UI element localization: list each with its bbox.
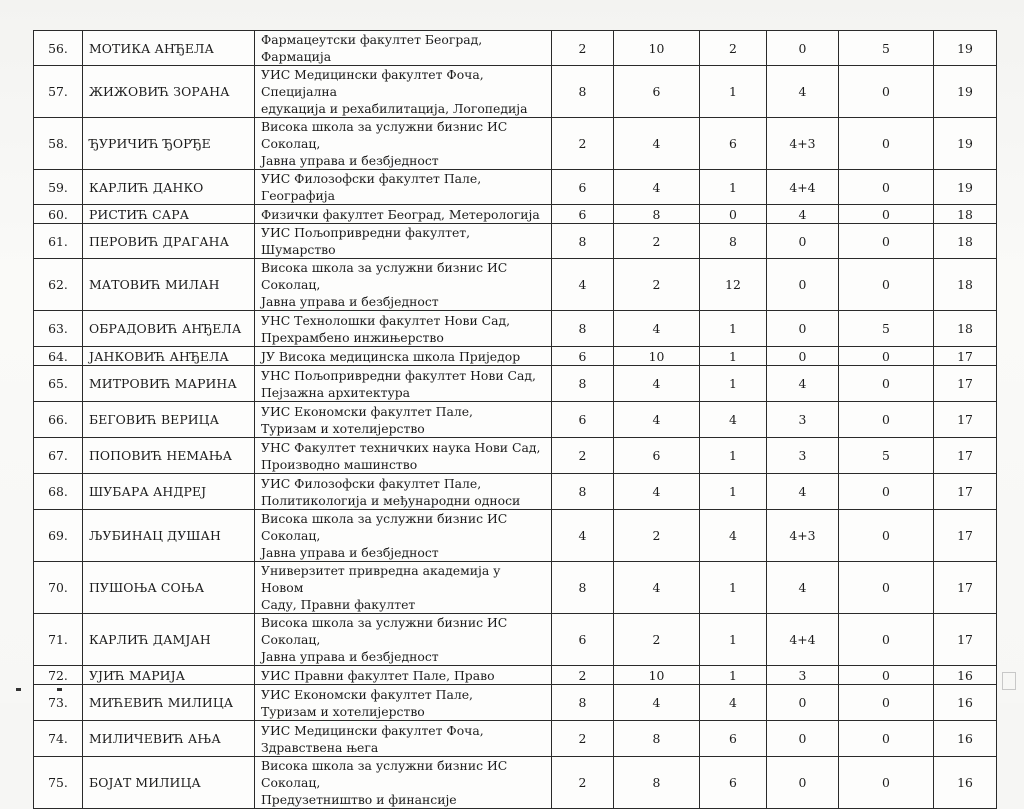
table-row <box>34 224 997 259</box>
total-score: 18 <box>934 259 997 311</box>
institution <box>255 118 552 170</box>
institution-line: УИС Филозофски факултет Пале, Географија <box>261 171 482 203</box>
score-1: 8 <box>552 366 614 402</box>
score-4: 4+4 <box>767 614 839 666</box>
row-number: 57. <box>34 66 83 118</box>
student-name: ПОПОВИЋ НЕМАЊА <box>83 438 255 474</box>
institution-line: УНС Факултет техничких наука Нови Сад, <box>261 439 541 455</box>
score-4: 4 <box>767 474 839 510</box>
row-number: 69. <box>34 510 83 562</box>
score-2: 8 <box>614 721 700 757</box>
score-4: 0 <box>767 259 839 311</box>
row-number: 60. <box>34 205 83 224</box>
table-row <box>34 402 997 438</box>
score-3: 12 <box>700 259 767 311</box>
score-2: 10 <box>614 347 700 366</box>
total-score: 19 <box>934 31 997 66</box>
institution-line: УИС Економски факултет Пале, <box>261 686 473 702</box>
institution <box>255 562 552 614</box>
score-5: 0 <box>839 224 934 259</box>
table-row <box>34 666 997 685</box>
student-name: МИЛИЧЕВИЋ АЊА <box>83 721 255 757</box>
score-4: 0 <box>767 31 839 66</box>
score-3: 1 <box>700 562 767 614</box>
score-4: 4+3 <box>767 510 839 562</box>
row-number: 68. <box>34 474 83 510</box>
total-score: 18 <box>934 205 997 224</box>
score-3: 0 <box>700 205 767 224</box>
total-score: 17 <box>934 402 997 438</box>
institution <box>255 666 552 685</box>
total-score: 17 <box>934 562 997 614</box>
total-score: 17 <box>934 347 997 366</box>
institution-line: Универзитет привредна академија у Новом <box>261 563 501 595</box>
institution-line: Јавна управа и безбједност <box>261 294 439 309</box>
score-5: 0 <box>839 347 934 366</box>
score-5: 0 <box>839 685 934 721</box>
score-1: 8 <box>552 685 614 721</box>
institution-line: Производно машинство <box>261 456 418 472</box>
row-number: 64. <box>34 347 83 366</box>
score-4: 0 <box>767 347 839 366</box>
row-number: 73. <box>34 685 83 721</box>
score-2: 4 <box>614 402 700 438</box>
score-3: 1 <box>700 66 767 118</box>
row-number: 65. <box>34 366 83 402</box>
score-1: 4 <box>552 259 614 311</box>
score-1: 2 <box>552 666 614 685</box>
institution-line: Висока школа за услужни бизнис ИС Соколац, <box>261 119 508 151</box>
institution-line: УИС Пољопривредни факултет, Шумарство <box>261 225 471 257</box>
institution-line: УНС Пољопривредни факултет Нови Сад, <box>261 367 536 383</box>
score-1: 2 <box>552 721 614 757</box>
institution-line: Физички факултет Београд, Метерологија <box>261 206 540 222</box>
institution <box>255 259 552 311</box>
score-1: 6 <box>552 347 614 366</box>
score-4: 4 <box>767 66 839 118</box>
institution <box>255 205 552 224</box>
score-2: 4 <box>614 118 700 170</box>
institution <box>255 402 552 438</box>
row-number: 59. <box>34 170 83 205</box>
score-5: 0 <box>839 666 934 685</box>
table-row <box>34 366 997 402</box>
score-4: 4+3 <box>767 118 839 170</box>
total-score: 19 <box>934 66 997 118</box>
score-5: 5 <box>839 311 934 347</box>
row-number: 72. <box>34 666 83 685</box>
institution <box>255 224 552 259</box>
score-1: 2 <box>552 438 614 474</box>
table-row <box>34 311 997 347</box>
institution-line: УИС Правни факултет Пале, Право <box>261 667 495 683</box>
institution-line: Здравствена њега <box>261 739 379 755</box>
score-1: 8 <box>552 562 614 614</box>
table-row <box>34 757 997 809</box>
score-2: 4 <box>614 311 700 347</box>
score-5: 0 <box>839 721 934 757</box>
institution-line: Туризам и хотелијерство <box>261 420 425 436</box>
score-3: 1 <box>700 347 767 366</box>
score-5: 0 <box>839 118 934 170</box>
total-score: 17 <box>934 614 997 666</box>
institution-line: ЈУ Висока медицинска школа Приједор <box>261 348 521 364</box>
table-row <box>34 347 997 366</box>
total-score: 17 <box>934 438 997 474</box>
score-3: 8 <box>700 224 767 259</box>
row-number: 58. <box>34 118 83 170</box>
institution-line: Висока школа за услужни бизнис ИС Соколац, <box>261 758 508 790</box>
score-4: 4 <box>767 562 839 614</box>
score-3: 4 <box>700 685 767 721</box>
table-row <box>34 31 997 66</box>
score-2: 2 <box>614 259 700 311</box>
score-5: 0 <box>839 402 934 438</box>
score-4: 0 <box>767 224 839 259</box>
institution-line: УНС Технолошки факултет Нови Сад, <box>261 312 511 328</box>
score-4: 4+4 <box>767 170 839 205</box>
score-1: 8 <box>552 224 614 259</box>
total-score: 19 <box>934 118 997 170</box>
institution <box>255 438 552 474</box>
row-number: 66. <box>34 402 83 438</box>
table-row <box>34 205 997 224</box>
score-4: 3 <box>767 666 839 685</box>
score-3: 1 <box>700 366 767 402</box>
table-row <box>34 474 997 510</box>
score-2: 4 <box>614 170 700 205</box>
institution-line: Предузетништво и финансије <box>261 792 457 807</box>
table-row <box>34 170 997 205</box>
score-3: 4 <box>700 402 767 438</box>
score-3: 1 <box>700 666 767 685</box>
score-1: 2 <box>552 118 614 170</box>
row-number: 67. <box>34 438 83 474</box>
score-2: 2 <box>614 614 700 666</box>
ranking-table <box>33 30 997 809</box>
score-3: 1 <box>700 474 767 510</box>
score-5: 5 <box>839 31 934 66</box>
row-number: 56. <box>34 31 83 66</box>
institution-line: Висока школа за услужни бизнис ИС Соколац, <box>261 511 508 543</box>
score-5: 0 <box>839 614 934 666</box>
institution-line: Висока школа за услужни бизнис ИС Соколац, <box>261 260 508 292</box>
student-name: КАРЛИЋ ДАМЈАН <box>83 614 255 666</box>
institution <box>255 347 552 366</box>
score-3: 6 <box>700 721 767 757</box>
student-name: ПУШОЊА СОЊА <box>83 562 255 614</box>
score-5: 0 <box>839 170 934 205</box>
institution <box>255 614 552 666</box>
score-4: 0 <box>767 721 839 757</box>
score-1: 2 <box>552 31 614 66</box>
total-score: 16 <box>934 685 997 721</box>
institution-line: Јавна управа и безбједност <box>261 153 439 168</box>
table-row <box>34 614 997 666</box>
score-3: 2 <box>700 31 767 66</box>
table-row <box>34 438 997 474</box>
student-name: ОБРАДОВИЋ АНЂЕЛА <box>83 311 255 347</box>
score-5: 0 <box>839 259 934 311</box>
institution-line: Пејзажна архитектура <box>261 384 411 400</box>
score-3: 1 <box>700 170 767 205</box>
score-2: 10 <box>614 666 700 685</box>
score-5: 0 <box>839 66 934 118</box>
institution-line: УИС Економски факултет Пале, <box>261 403 473 419</box>
score-1: 6 <box>552 402 614 438</box>
row-number: 74. <box>34 721 83 757</box>
institution-line: УИС Медицински факултет Фоча, <box>261 722 484 738</box>
student-name: МАТОВИЋ МИЛАН <box>83 259 255 311</box>
total-score: 16 <box>934 757 997 809</box>
institution <box>255 366 552 402</box>
score-2: 2 <box>614 510 700 562</box>
score-5: 0 <box>839 205 934 224</box>
table-row <box>34 259 997 311</box>
institution-line: УИС Медицински факултет Фоча, Специјална <box>261 67 484 99</box>
institution <box>255 510 552 562</box>
score-4: 3 <box>767 402 839 438</box>
student-name: МИЋЕВИЋ МИЛИЦА <box>83 685 255 721</box>
score-5: 0 <box>839 562 934 614</box>
scan-mark <box>16 688 21 691</box>
score-1: 4 <box>552 510 614 562</box>
table-body <box>34 31 997 809</box>
table-row <box>34 562 997 614</box>
student-name: ЖИЖОВИЋ ЗОРАНА <box>83 66 255 118</box>
institution-line: УИС Филозофски факултет Пале, <box>261 475 482 491</box>
score-3: 1 <box>700 614 767 666</box>
table-row <box>34 118 997 170</box>
scanner-logo-icon <box>1002 672 1016 690</box>
table-row <box>34 66 997 118</box>
score-2: 4 <box>614 562 700 614</box>
total-score: 16 <box>934 666 997 685</box>
score-2: 2 <box>614 224 700 259</box>
student-name: УЈИЋ МАРИЈА <box>83 666 255 685</box>
institution <box>255 311 552 347</box>
total-score: 17 <box>934 366 997 402</box>
institution <box>255 474 552 510</box>
student-name: МИТРОВИЋ МАРИНА <box>83 366 255 402</box>
score-2: 8 <box>614 205 700 224</box>
institution-line: Јавна управа и безбједност <box>261 649 439 664</box>
score-4: 0 <box>767 757 839 809</box>
total-score: 18 <box>934 224 997 259</box>
institution-line: Прехрамбено инжињерство <box>261 329 444 345</box>
row-number: 61. <box>34 224 83 259</box>
scan-mark <box>57 688 62 691</box>
score-2: 8 <box>614 757 700 809</box>
institution <box>255 31 552 66</box>
institution <box>255 757 552 809</box>
total-score: 18 <box>934 311 997 347</box>
score-2: 6 <box>614 438 700 474</box>
institution <box>255 170 552 205</box>
score-4: 3 <box>767 438 839 474</box>
total-score: 17 <box>934 510 997 562</box>
score-1: 8 <box>552 474 614 510</box>
score-5: 0 <box>839 474 934 510</box>
score-4: 4 <box>767 205 839 224</box>
row-number: 75. <box>34 757 83 809</box>
student-name: ЂУРИЧИЋ ЂОРЂЕ <box>83 118 255 170</box>
score-1: 6 <box>552 205 614 224</box>
score-5: 0 <box>839 510 934 562</box>
score-5: 0 <box>839 757 934 809</box>
score-1: 6 <box>552 614 614 666</box>
row-number: 63. <box>34 311 83 347</box>
table-row <box>34 510 997 562</box>
student-name: КАРЛИЋ ДАНКО <box>83 170 255 205</box>
score-2: 10 <box>614 31 700 66</box>
score-1: 8 <box>552 311 614 347</box>
student-name: БОЈАТ МИЛИЦА <box>83 757 255 809</box>
score-3: 6 <box>700 757 767 809</box>
score-3: 1 <box>700 311 767 347</box>
student-name: БЕГОВИЋ ВЕРИЦА <box>83 402 255 438</box>
row-number: 62. <box>34 259 83 311</box>
score-5: 5 <box>839 438 934 474</box>
institution-line: Саду, Правни факултет <box>261 597 416 612</box>
student-name: ЉУБИНАЦ ДУШАН <box>83 510 255 562</box>
total-score: 17 <box>934 474 997 510</box>
score-3: 6 <box>700 118 767 170</box>
score-5: 0 <box>839 366 934 402</box>
score-2: 6 <box>614 66 700 118</box>
score-2: 4 <box>614 366 700 402</box>
institution-line: Фармацеутски факултет Београд, Фармација <box>261 32 483 64</box>
score-4: 0 <box>767 685 839 721</box>
score-1: 2 <box>552 757 614 809</box>
score-3: 1 <box>700 438 767 474</box>
institution-line: Висока школа за услужни бизнис ИС Соколац, <box>261 615 508 647</box>
institution-line: едукација и рехабилитација, Логопедија <box>261 101 528 116</box>
student-name: ПЕРОВИЋ ДРАГАНА <box>83 224 255 259</box>
total-score: 16 <box>934 721 997 757</box>
table-row <box>34 721 997 757</box>
student-name: РИСТИЋ САРА <box>83 205 255 224</box>
student-name: ШУБАРА АНДРЕЈ <box>83 474 255 510</box>
score-4: 0 <box>767 311 839 347</box>
score-3: 4 <box>700 510 767 562</box>
row-number: 71. <box>34 614 83 666</box>
institution-line: Политикологија и међународни односи <box>261 492 521 508</box>
score-1: 8 <box>552 66 614 118</box>
score-1: 6 <box>552 170 614 205</box>
student-name: ЈАНКОВИЋ АНЂЕЛА <box>83 347 255 366</box>
institution-line: Јавна управа и безбједност <box>261 545 439 560</box>
institution <box>255 66 552 118</box>
student-name: МОТИКА АНЂЕЛА <box>83 31 255 66</box>
institution-line: Туризам и хотелијерство <box>261 703 425 719</box>
score-2: 4 <box>614 474 700 510</box>
score-4: 4 <box>767 366 839 402</box>
total-score: 19 <box>934 170 997 205</box>
score-2: 4 <box>614 685 700 721</box>
row-number: 70. <box>34 562 83 614</box>
institution <box>255 721 552 757</box>
